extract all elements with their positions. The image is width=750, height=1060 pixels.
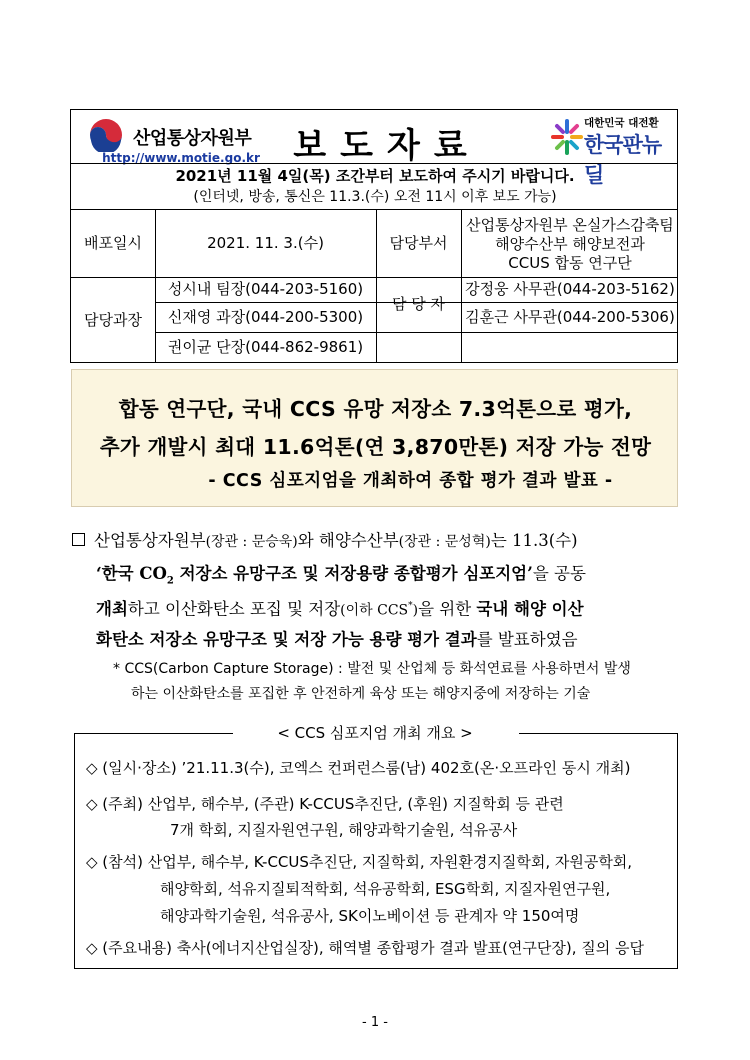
- embargo-exception: (인터넷, 방송, 통신은 11.3.(수) 오전 11시 이후 보도 가능): [193, 189, 557, 205]
- taegeuk-emblem-icon: [89, 118, 123, 152]
- overview-item-continued: 해양과학기술원, 석유공사, SK이노베이션 등 관계자 약 150여명: [160, 907, 580, 925]
- ministry-logo: [89, 116, 260, 165]
- press-release-header-table: [70, 109, 678, 363]
- headline-box: [71, 369, 678, 507]
- overview-item: ◇ (주최) 산업부, 해수부, (주관) K-CCUS추진단, (후원) 지질학회 등 관련: [86, 795, 564, 813]
- staff-label: 담 당 자: [391, 295, 445, 313]
- headline-line-1: 합동 연구단, 국내 CCS 유망 저장소 7.3억톤으로 평가,: [118, 397, 633, 421]
- ccs-footnote: [113, 657, 631, 707]
- department-line: 해양수산부 해양보전과: [495, 234, 645, 253]
- overview-item-continued: 해양학회, 석유지질퇴적학회, 석유공학회, ESG학회, 지질자원연구원,: [160, 880, 611, 898]
- summary-line: 화탄소 저장소 유망구조 및 저장 가능 용량 평가 결과를 발표하였음: [96, 630, 578, 649]
- department-values: [461, 211, 679, 277]
- new-deal-tagline: 대한민국 대전환: [584, 117, 659, 129]
- bullet-square-icon: [72, 533, 85, 546]
- new-deal-burst-icon: [550, 118, 584, 156]
- overview-item: ◇ (주요내용) 축사(에너지산업실장), 해역별 종합평가 결과 발표(연구단장), 질의 응답: [86, 939, 645, 957]
- new-deal-wordmark: 한국판뉴딜: [584, 133, 662, 187]
- korean-new-deal-logo: [548, 112, 676, 187]
- manager-label: 담당과장: [84, 310, 142, 329]
- press-release-title: 보도자료: [293, 126, 481, 166]
- overview-item: ◇ (일시·장소) ’21.11.3(수), 코엑스 컨퍼런스룸(남) 402호(온·오프라인 동시 개최): [86, 759, 631, 777]
- manager-entry: 성시내 팀장(044-203-5160): [167, 280, 364, 298]
- department-line: 산업통상자원부 온실가스감축팀: [466, 215, 674, 234]
- summary-line: 개최하고 이산화탄소 포집 및 저장(이하 CCS*)을 위한 국내 해양 이산: [96, 599, 584, 619]
- distribution-date-value: 2021. 11. 3.(수): [207, 233, 324, 252]
- overview-item: ◇ (참석) 산업부, 해수부, K-CCUS추진단, 지질학회, 자원환경지질학회, 자원공학회,: [86, 853, 633, 871]
- department-line: CCUS 합동 연구단: [508, 253, 632, 272]
- summary-line: 산업통상자원부(장관 : 문승욱)와 해양수산부(장관 : 문성혁)는 11.3(수): [94, 531, 578, 550]
- distribution-date-label: 배포일시: [84, 233, 142, 252]
- page-number: - 1 -: [362, 1015, 388, 1030]
- footnote-line: 하는 이산화탄소를 포집한 후 안전하게 육상 또는 해양지중에 저장하는 기술: [131, 686, 591, 702]
- overview-item-continued: 7개 학회, 지질자원연구원, 해양과학기술원, 석유공사: [170, 821, 518, 839]
- ministry-name: 산업통상자원부: [133, 128, 252, 149]
- footnote-line: * CCS(Carbon Capture Storage) : 발전 및 산업체 등 화석연료를 사용하면서 발생: [113, 661, 631, 677]
- embargo-notice: 2021년 11월 4일(목) 조간부터 보도하여 주시기 바랍니다.: [175, 167, 575, 185]
- staff-entry: 김훈근 사무관(044-200-5306): [465, 307, 675, 326]
- staff-entry: 강정웅 사무관(044-203-5162): [465, 280, 675, 298]
- headline-line-2: 추가 개발시 최대 11.6억톤(연 3,870만톤) 저장 가능 전망: [99, 435, 652, 459]
- overview-title: < CCS 심포지엄 개최 개요 >: [277, 724, 473, 742]
- department-label: 담당부서: [389, 233, 448, 252]
- manager-entry: 신재영 과장(044-200-5300): [167, 307, 364, 326]
- summary-line: ‘한국 $CO_2$ 저장소 유망구조 및 저장용량 종합평가 심포지엄’을 공동: [96, 564, 586, 587]
- headline-subtitle: - CCS 심포지엄을 개최하여 종합 평가 결과 발표 -: [208, 471, 613, 491]
- ministry-url-link[interactable]: http://www.motie.go.kr: [102, 151, 260, 165]
- manager-entry: 권이균 단장(044-862-9861): [167, 338, 364, 356]
